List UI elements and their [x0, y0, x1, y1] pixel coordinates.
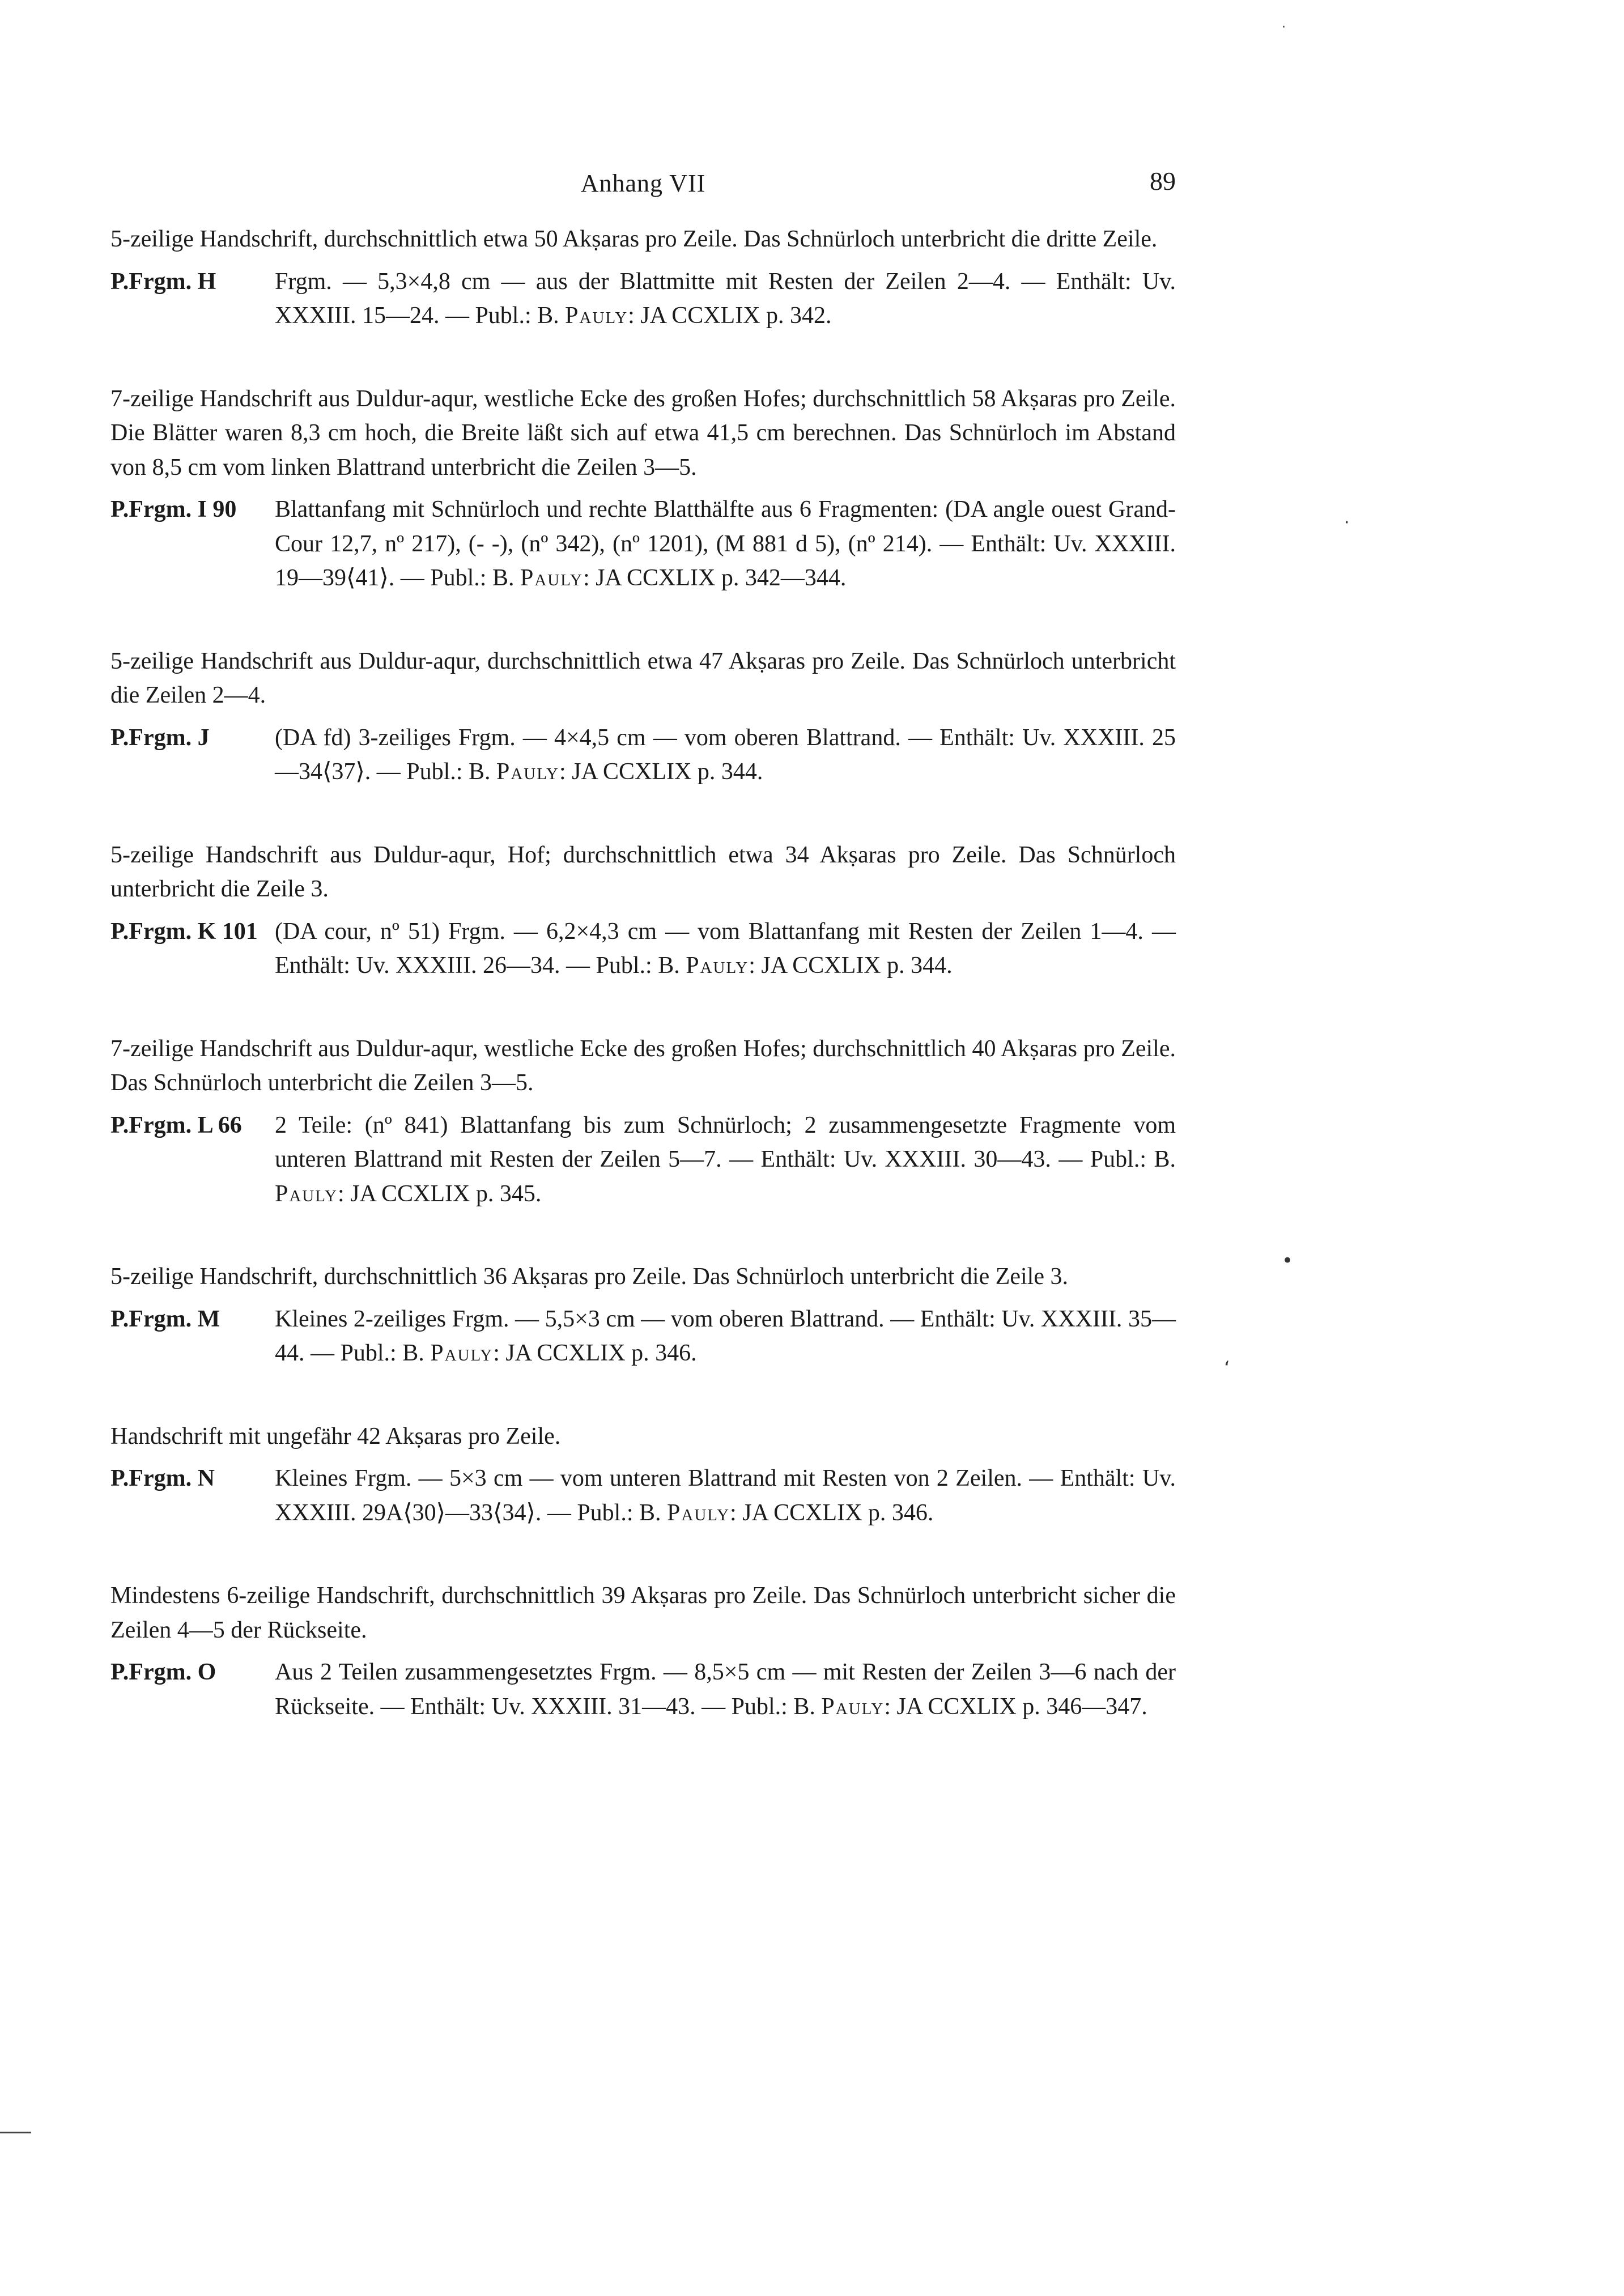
page-header	[110, 164, 1176, 204]
scan-speck-mark: •	[1282, 1249, 1294, 1272]
fragment-entry	[110, 265, 1176, 333]
fragment-text: Blattanfang mit Schnürloch und rechte Blatthälfte aus 6 Fragmenten: (DA angle ouest Grand-Cour 12,7, nº 217), (- -), (nº 342), (nº 1201), (M 881 d 5), (nº 214). — Enthält: Uv. XXXIII. 19—39⟨41⟩. — Publ.: B.	[275, 496, 1176, 591]
scan-speck-mark: ‘	[1224, 1357, 1230, 1380]
manuscript-section-h	[110, 222, 1176, 333]
fragment-entry	[110, 721, 1176, 789]
fragment-description	[275, 1302, 1176, 1371]
page-number: 89	[1150, 167, 1176, 195]
fragment-text: Aus 2 Teilen zusammengesetztes Frgm. — 8,5×5 cm — mit Resten der Zeilen 3—6 nach der Rückseite. — Enthält: Uv. XXXIII. 31—43. — Publ.: B.	[275, 1659, 1176, 1720]
fragment-entry	[110, 915, 1176, 983]
fragment-description	[275, 1108, 1176, 1211]
fragment-text: (DA cour, nº 51) Frgm. — 6,2×4,3 cm — vom Blattanfang mit Resten der Zeilen 1—4. — Enthält: Uv. XXXIII. 26—34. — Publ.: B.	[275, 918, 1176, 979]
manuscript-description: Handschrift mit ungefähr 42 Akṣaras pro Zeile.	[110, 1423, 561, 1449]
publication-reference: : JA CCXLIX p. 344.	[559, 759, 763, 785]
margin-rule	[0, 2132, 31, 2133]
author-name: Pauly	[275, 1180, 338, 1207]
manuscript-description: 7-zeilige Handschrift aus Duldur-aqur, westliche Ecke des großen Hofes; durchschnittlich 58 Akṣaras pro Zeile. Die Blätter waren 8,3 cm hoch, die Breite läßt sich auf etwa 41,5 cm berechnen. Das Schnürloch im Abstand von 8,5 cm vom linken Blattrand unterbricht die Zeilen 3—5.	[110, 385, 1176, 481]
fragment-description	[275, 265, 1176, 333]
fragment-siglum: P.Frgm. O	[110, 1659, 216, 1685]
fragment-siglum: P.Frgm. N	[110, 1465, 215, 1491]
fragment-siglum: P.Frgm. J	[110, 724, 210, 751]
manuscript-description: 5-zeilige Handschrift aus Duldur-aqur, Hof; durchschnittlich etwa 34 Akṣaras pro Zeile. Das Schnürloch unterbricht die Zeile 3.	[110, 841, 1176, 902]
fragment-description	[275, 492, 1176, 596]
author-name: Pauly	[686, 953, 749, 979]
running-head: Anhang VII	[580, 169, 706, 197]
fragment-siglum: P.Frgm. M	[110, 1306, 220, 1332]
manuscript-description: 5-zeilige Handschrift, durchschnittlich etwa 50 Akṣaras pro Zeile. Das Schnürloch unterbricht die dritte Zeile.	[110, 226, 1158, 252]
fragment-text: Frgm. — 5,3×4,8 cm — aus der Blattmitte mit Resten der Zeilen 2—4. — Enthält: Uv. XXXIII. 15—24. — Publ.: B.	[275, 268, 1176, 329]
fragment-text: 2 Teile: (nº 841) Blattanfang bis zum Schnürloch; 2 zusammengesetzte Fragmente vom unteren Blattrand mit Resten der Zeilen 5—7. — Enthält: Uv. XXXIII. 30—43. — Publ.: B.	[275, 1112, 1176, 1172]
fragment-entry	[110, 1108, 1176, 1211]
fragment-description	[275, 915, 1176, 983]
manuscript-description: 5-zeilige Handschrift aus Duldur-aqur, durchschnittlich etwa 47 Akṣaras pro Zeile. Das Schnürloch unterbricht die Zeilen 2—4.	[110, 648, 1176, 708]
fragment-description	[275, 721, 1176, 789]
fragment-entry	[110, 1655, 1176, 1724]
manuscript-description: 5-zeilige Handschrift, durchschnittlich 36 Akṣaras pro Zeile. Das Schnürloch unterbricht die Zeile 3.	[110, 1264, 1068, 1290]
fragment-text: Kleines Frgm. — 5×3 cm — vom unteren Blattrand mit Resten von 2 Zeilen. — Enthält: Uv. XXXIII. 29A⟨30⟩—33⟨34⟩. — Publ.: B.	[275, 1465, 1176, 1526]
manuscript-section-l	[110, 1032, 1176, 1211]
publication-reference: : JA CCXLIX p. 346—347.	[884, 1693, 1147, 1720]
manuscript-section-i	[110, 382, 1176, 596]
fragment-entry	[110, 1461, 1176, 1530]
publication-reference: : JA CCXLIX p. 346.	[493, 1340, 697, 1366]
manuscript-description: 7-zeilige Handschrift aus Duldur-aqur, westliche Ecke des großen Hofes; durchschnittlich 40 Akṣaras pro Zeile. Das Schnürloch unterbricht die Zeilen 3—5.	[110, 1035, 1176, 1096]
fragment-siglum: P.Frgm. H	[110, 268, 216, 295]
fragment-siglum: P.Frgm. K 101	[110, 918, 258, 945]
author-name: Pauly	[430, 1340, 494, 1366]
scan-speck-mark: ·	[1282, 20, 1286, 35]
fragment-text: Kleines 2-zeiliges Frgm. — 5,5×3 cm — vom oberen Blattrand. — Enthält: Uv. XXXIII. 35—44. — Publ.: B.	[275, 1306, 1176, 1366]
publication-reference: : JA CCXLIX p. 342—344.	[583, 565, 847, 591]
document-page	[110, 164, 1176, 1724]
publication-reference: : JA CCXLIX p. 346.	[730, 1499, 934, 1526]
author-name: Pauly	[496, 759, 559, 785]
fragment-text: (DA fd) 3-zeiliges Frgm. — 4×4,5 cm — vom oberen Blattrand. — Enthält: Uv. XXXIII. 25—34⟨37⟩. — Publ.: B.	[275, 724, 1176, 785]
manuscript-section-m	[110, 1260, 1176, 1371]
author-name: Pauly	[520, 565, 583, 591]
author-name: Pauly	[565, 303, 628, 329]
fragment-entry	[110, 492, 1176, 596]
fragment-entry	[110, 1302, 1176, 1371]
fragment-description	[275, 1461, 1176, 1530]
publication-reference: : JA CCXLIX p. 342.	[628, 303, 832, 329]
scan-speck-mark: ·	[1344, 513, 1350, 533]
fragment-description	[275, 1655, 1176, 1724]
publication-reference: : JA CCXLIX p. 344.	[749, 953, 953, 979]
manuscript-section-k	[110, 838, 1176, 983]
fragment-siglum: P.Frgm. I 90	[110, 496, 237, 522]
fragment-siglum: P.Frgm. L 66	[110, 1112, 242, 1138]
manuscript-section-o	[110, 1579, 1176, 1724]
manuscript-section-j	[110, 644, 1176, 789]
manuscript-description: Mindestens 6-zeilige Handschrift, durchschnittlich 39 Akṣaras pro Zeile. Das Schnürloch unterbricht sicher die Zeilen 4—5 der Rückseite.	[110, 1583, 1176, 1643]
author-name: Pauly	[667, 1499, 730, 1526]
manuscript-section-n	[110, 1419, 1176, 1530]
author-name: Pauly	[821, 1693, 885, 1720]
publication-reference: : JA CCXLIX p. 345.	[338, 1180, 542, 1207]
